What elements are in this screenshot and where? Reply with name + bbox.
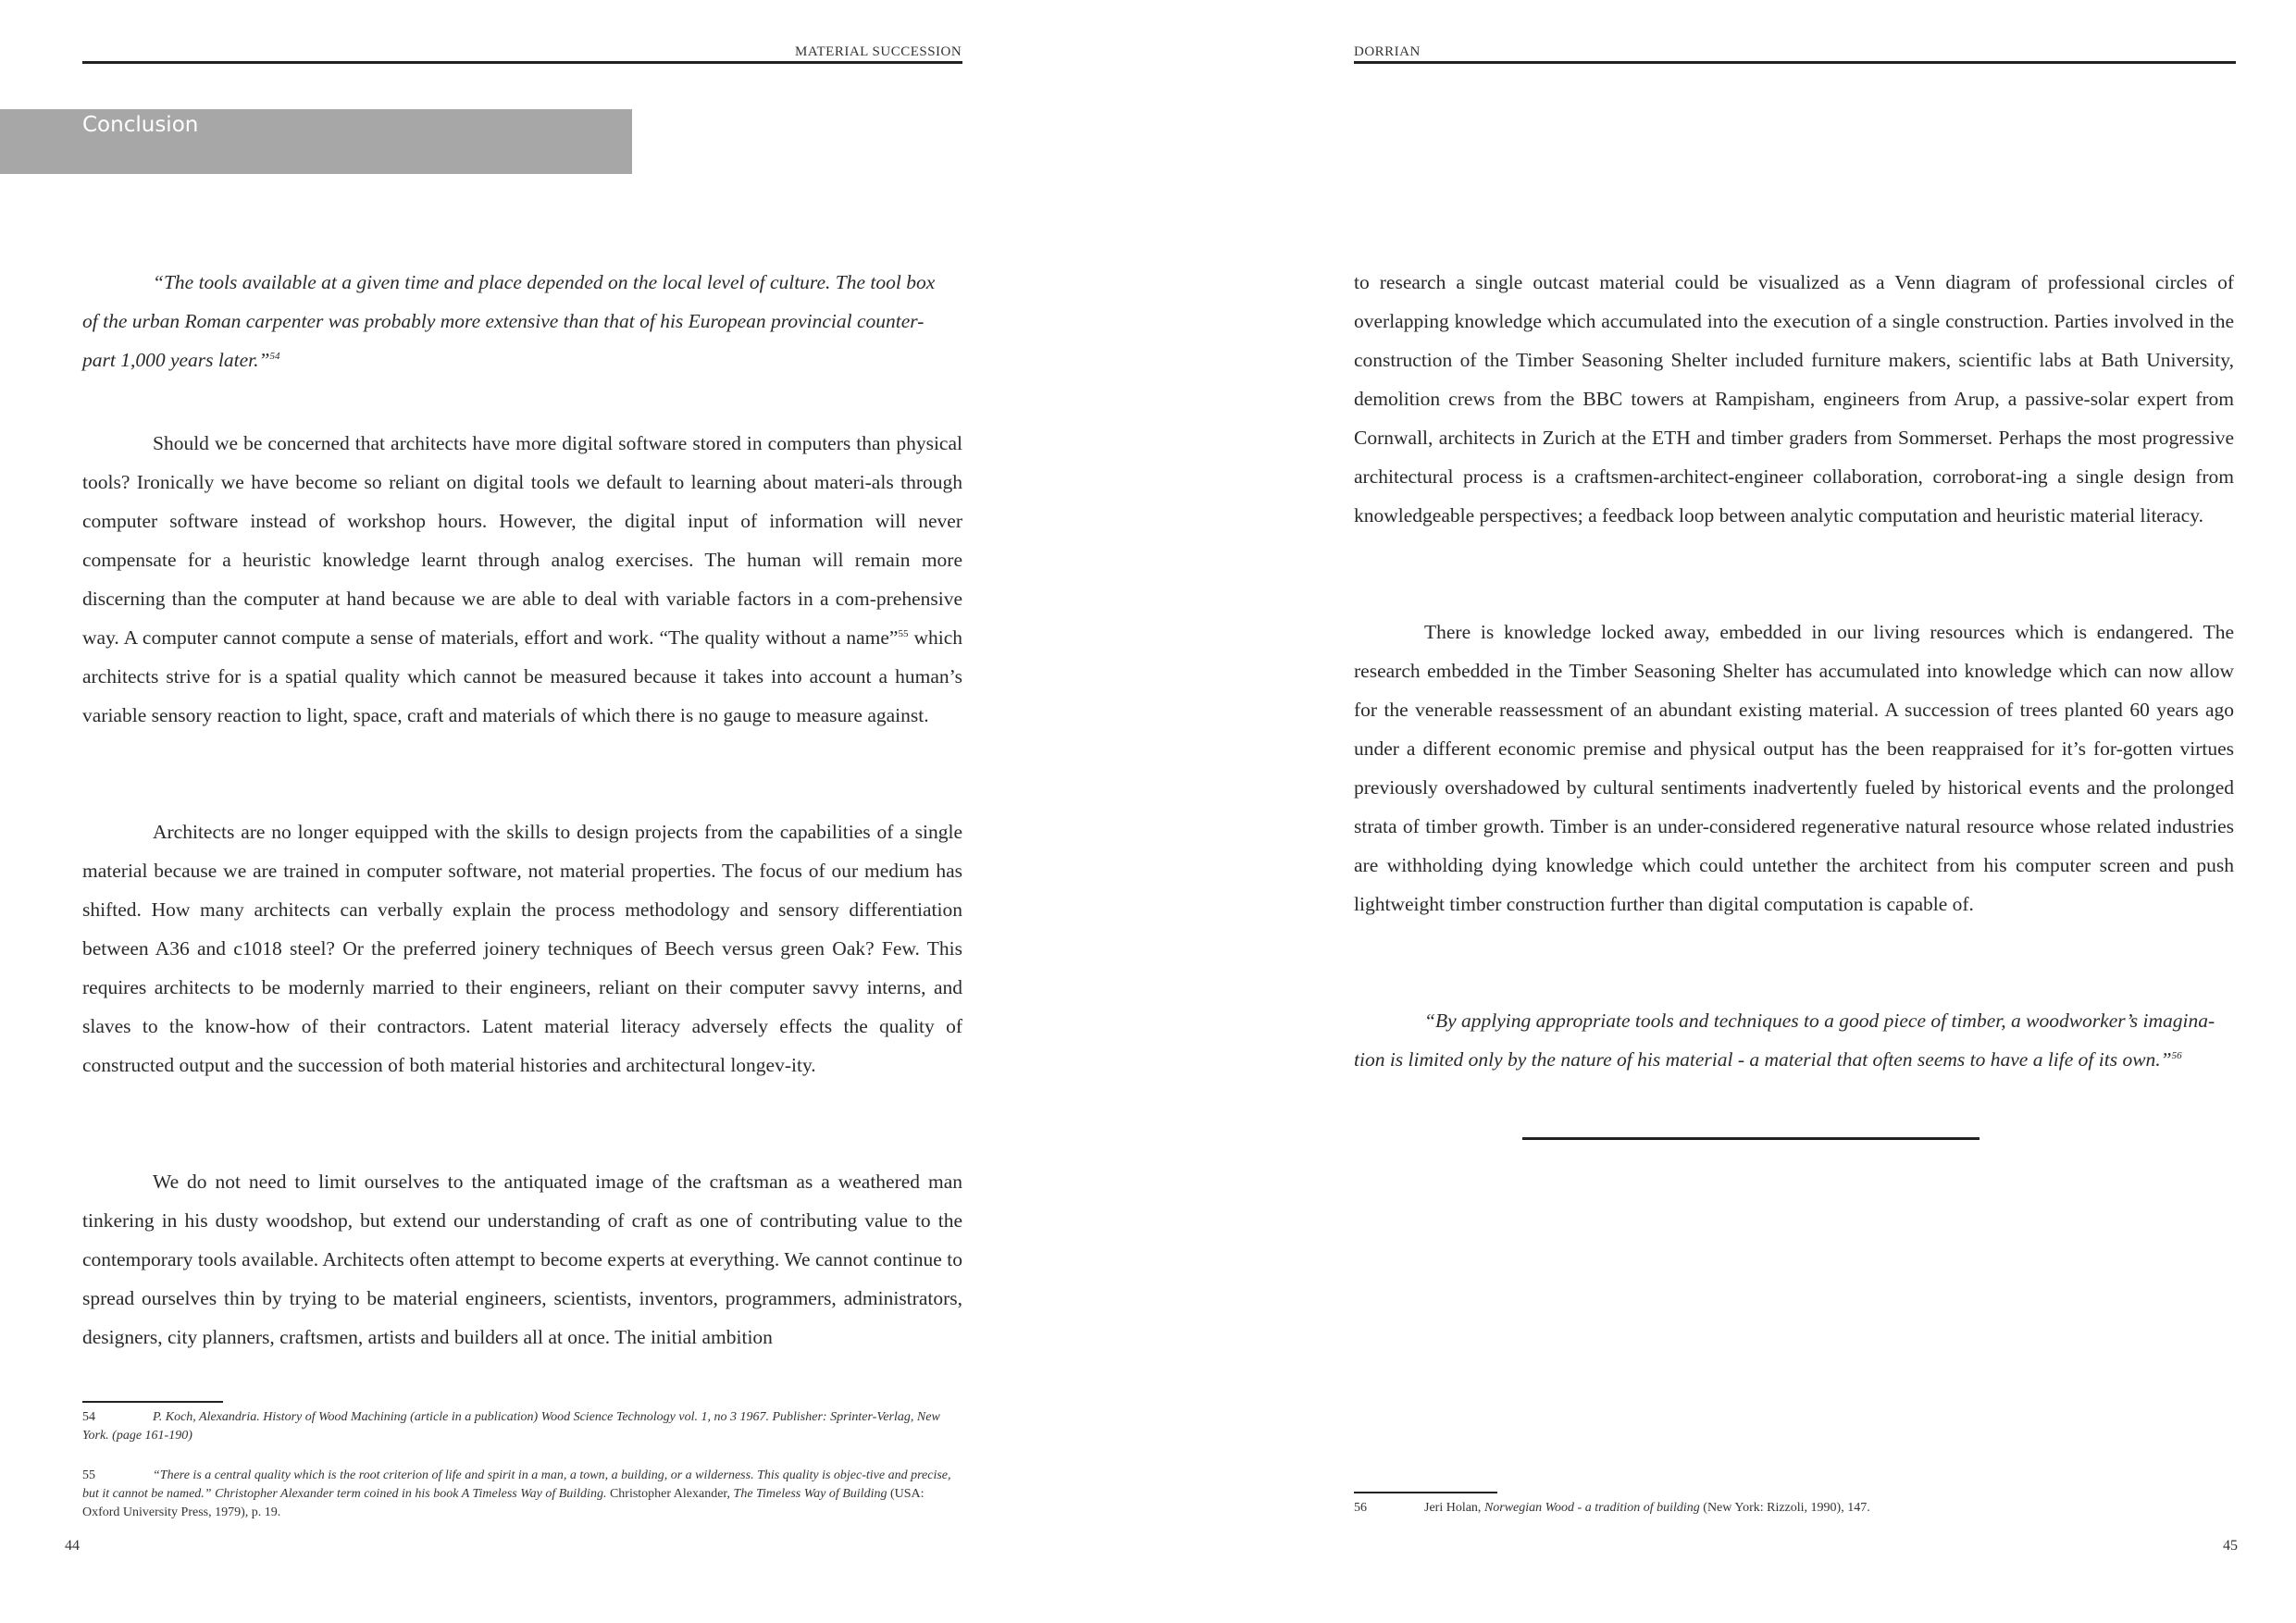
paragraph: We do not need to limit ourselves to the antiquated image of the craftsman as a weathered man tinkering in his dusty woodshop, but extend our understanding of craft as one of contributing value to the contemporary tools available. Architects often attempt to become experts at everything. We cannot continue to spread ourselves thin by trying to be material engineers, scientists, inventors, programmers, administrators, designers, city planners, craftsmen, artists and builders all at once. The initial ambition xyxy=(82,1171,962,1348)
page-number-left: 44 xyxy=(65,1538,80,1554)
footnote-number: 55 xyxy=(82,1468,95,1482)
quote-line: of the urban Roman carpenter was probably more extensive than that of his European provincial counter- xyxy=(82,310,925,332)
footnote-rule-left xyxy=(82,1401,223,1403)
footnote-ref-55[interactable]: 55 xyxy=(898,627,909,639)
footnote-text: (New York: Rizzoli, 1990), 147. xyxy=(1699,1501,1870,1515)
running-head-right: DORRIAN xyxy=(1354,44,1421,59)
end-rule xyxy=(1522,1137,1980,1140)
quote-line-text: tion is limited only by the nature of his material - a material that often seems to have a life of its own.” xyxy=(1354,1048,2172,1071)
paragraph-text: which architects strive for is a spatial quality which cannot be measured because it takes into account a human’s variable sensory reaction to light, space, craft and materials of which there is no gauge to measure against. xyxy=(82,626,962,726)
footnote-ref-54[interactable]: 54 xyxy=(269,350,280,362)
footnote-rule-right xyxy=(1354,1492,1497,1493)
quote-line-text: part 1,000 years later.” xyxy=(82,349,270,371)
opening-quote xyxy=(82,263,962,379)
footnote-56 xyxy=(1354,1499,2234,1518)
section-title: Conclusion xyxy=(82,113,199,137)
page-number-right: 45 xyxy=(2223,1538,2238,1554)
quote-line: “By applying appropriate tools and techniques to a good piece of timber, a woodworker’s imagina- xyxy=(1424,1010,2215,1032)
footnote-text: P. Koch, Alexandria. History of Wood Machining (article in a publication) Wood Science Technology vol. 1, no 3 1967. Publisher: Sprinter-Verlag, New York. (page 161-190) xyxy=(82,1410,940,1443)
footnote-55 xyxy=(82,1467,962,1522)
quote-line xyxy=(82,341,962,379)
header-rule-left xyxy=(82,61,962,64)
running-head-left: MATERIAL SUCCESSION xyxy=(795,44,962,59)
footnote-text: “There is a central quality which is the root criterion of life and spirit in a man, a town, a building, or a wilderness. This quality is objec-tive and precise, but it cannot be named.” Christopher Alexander term coined in his book A Timeless Way of Building. xyxy=(82,1468,951,1501)
paragraph-text: Should we be concerned that architects have more digital software stored in computers than physical tools? Ironically we have become so reliant on digital tools we default to learning about materi-als through computer software instead of workshop hours. However, the digital input of information will never compensate for a heuristic knowledge learnt through analog exercises. The human will remain more discerning than the computer at hand because we are able to deal with variable factors in a com-prehensive way. A computer cannot compute a sense of materials, effort and work. “The quality without a name” xyxy=(82,432,962,649)
footnote-book-title: The Timeless Way of Building xyxy=(733,1487,887,1501)
header-rule-right xyxy=(1354,61,2236,64)
footnote-54 xyxy=(82,1408,962,1445)
footnote-text: (USA: Oxford University Press, 1979), p. 19. xyxy=(82,1487,925,1519)
closing-quote xyxy=(1354,1001,2234,1079)
paragraph xyxy=(82,424,962,735)
footnote-author: Jeri Holan, xyxy=(1424,1501,1484,1515)
paragraph: to research a single outcast material could be visualized as a Venn diagram of professional circles of overlapping knowledge which accumulated into the execution of a single construction. Parties involved in the construction of the Timber Seasoning Shelter included furniture makers, scientific labs at Bath University, demolition crews from the BBC towers at Rampisham, engineers from Arup, a passive-solar expert from Cornwall, architects in Zurich at the ETH and timber graders from Sommerset. Perhaps the most progressive architectural process is a craftsmen-architect-engineer collaboration, corroborat-ing a single design from knowledgeable perspectives; a feedback loop between analytic computation and heuristic material literacy. xyxy=(1354,271,2234,527)
footnote-ref-56[interactable]: 56 xyxy=(2171,1049,2182,1061)
footnote-book-title: Norwegian Wood - a tradition of building xyxy=(1483,1501,1700,1515)
quote-line: “The tools available at a given time and place depended on the local level of culture. The tool box xyxy=(153,271,936,293)
paragraph: There is knowledge locked away, embedded in our living resources which is endangered. The research embedded in the Timber Seasoning Shelter has accumulated into knowledge which can now allow for the venerable reassessment of an abundant existing material. A succession of trees planted 60 years ago under a different economic premise and physical output has the been reappraised for it’s for-gotten virtues previously overshadowed by cultural sentiments inadvertently fueled by historical events and the prolonged strata of timber growth. Timber is an under-considered regenerative natural resource whose related industries are withholding dying knowledge which could untether the architect from his computer screen and push lightweight timber construction further than digital computation is capable of. xyxy=(1354,621,2234,915)
quote-line xyxy=(1354,1040,2234,1079)
footnote-text: Christopher Alexander, xyxy=(606,1487,734,1501)
paragraph: Architects are no longer equipped with the skills to design projects from the capabilities of a single material because we are trained in computer software, not material properties. The focus of our medium has shifted. How many architects can verbally explain the process methodology and sensory differentiation between A36 and c1018 steel? Or the preferred joinery techniques of Beech versus green Oak? Few. This requires architects to be modernly married to their engineers, reliant on their computer savvy interns, and slaves to the know-how of their contractors. Latent material literacy adversely effects the quality of constructed output and the succession of both material histories and architectural longev-ity. xyxy=(82,821,962,1076)
footnote-number: 56 xyxy=(1354,1501,1367,1515)
footnote-number: 54 xyxy=(82,1410,95,1424)
right-page xyxy=(1148,0,2296,1623)
